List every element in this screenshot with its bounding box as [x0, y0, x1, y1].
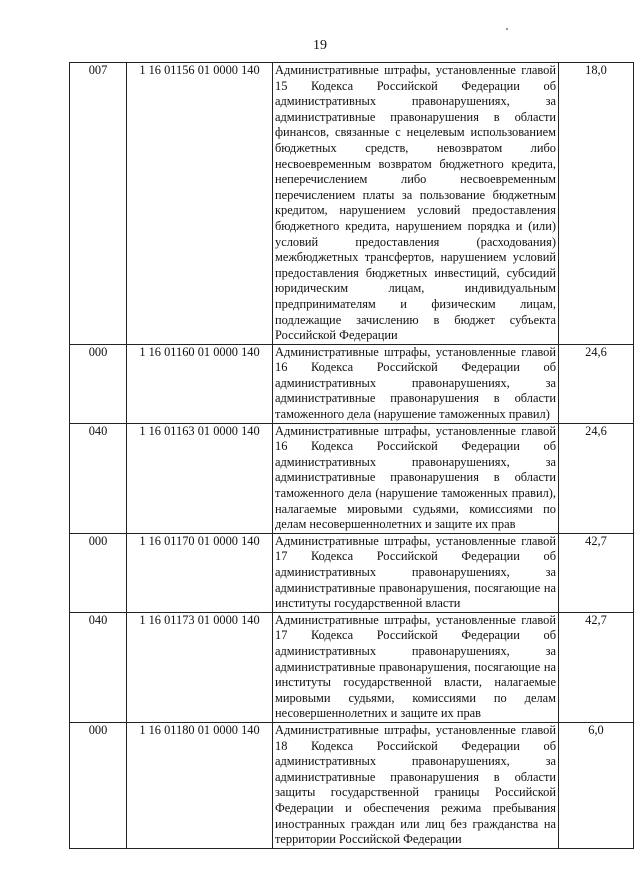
admin-code-cell: 000 — [70, 722, 127, 848]
revenue-table — [69, 62, 634, 849]
admin-code-cell: 000 — [70, 533, 127, 612]
kbk-code-cell: 1 16 01170 01 0000 140 — [127, 533, 273, 612]
table-row — [70, 533, 634, 612]
description-cell: Административные штрафы, установленные главой 18 Кодекса Российской Федерации об административных правонарушениях, за административные правонарушения в области защиты государственной границы Российской Федерации и обеспечения режима пребывания иностранных граждан или лиц без гражданства на территории Российской Федерации — [273, 722, 559, 848]
kbk-code-cell: 1 16 01156 01 0000 140 — [127, 63, 273, 345]
admin-code-cell: 007 — [70, 63, 127, 345]
table-row — [70, 344, 634, 423]
admin-code-cell: 040 — [70, 612, 127, 722]
admin-code-cell: 040 — [70, 423, 127, 533]
table-body — [70, 63, 634, 849]
description-cell: Административные штрафы, установленные главой 17 Кодекса Российской Федерации об административных правонарушениях, за административные правонарушения, посягающие на институты государственной власти — [273, 533, 559, 612]
amount-cell: 24,6 — [559, 423, 634, 533]
amount-cell: 24,6 — [559, 344, 634, 423]
amount-cell: 42,7 — [559, 533, 634, 612]
kbk-code-cell: 1 16 01180 01 0000 140 — [127, 722, 273, 848]
table-row — [70, 612, 634, 722]
table-row — [70, 423, 634, 533]
amount-cell: 42,7 — [559, 612, 634, 722]
kbk-code-cell: 1 16 01173 01 0000 140 — [127, 612, 273, 722]
table-row — [70, 63, 634, 345]
admin-code-cell: 000 — [70, 344, 127, 423]
kbk-code-cell: 1 16 01160 01 0000 140 — [127, 344, 273, 423]
page-number: 19 — [313, 38, 327, 53]
description-cell: Административные штрафы, установленные главой 15 Кодекса Российской Федерации об административных правонарушениях, за административные правонарушения в области финансов, связанные с нецелевым использованием бюджетных средств, невозвратом либо несвоевременным возвратом бюджетного кредита, неперечислением либо несвоевременным перечислением платы за пользование бюджетным кредитом, нарушением условий предоставления бюджетного кредита, нарушением порядка и (или) условий предоставления (расходования) межбюджетных трансфертов, нарушением условий предоставления бюджетных инвестиций, субсидий юридическим лицам, индивидуальным предпринимателям и физическим лицам, подлежащие зачислению в бюджет субъекта Российской Федерации — [273, 63, 559, 345]
amount-cell: 18,0 — [559, 63, 634, 345]
amount-cell: 6,0 — [559, 722, 634, 848]
description-cell: Административные штрафы, установленные главой 16 Кодекса Российской Федерации об административных правонарушениях, за административные правонарушения в области таможенного дела (нарушение таможенных правил), налагаемые мировыми судьями, комиссиями по делам несовершеннолетних и защите их прав — [273, 423, 559, 533]
scan-speck — [506, 28, 508, 30]
description-cell: Административные штрафы, установленные главой 16 Кодекса Российской Федерации об административных правонарушениях, за административные правонарушения в области таможенного дела (нарушение таможенных правил) — [273, 344, 559, 423]
description-cell: Административные штрафы, установленные главой 17 Кодекса Российской Федерации об административных правонарушениях, за административные правонарушения, посягающие на институты государственной власти, налагаемые мировыми судьями, комиссиями по делам несовершеннолетних и защите их прав — [273, 612, 559, 722]
kbk-code-cell: 1 16 01163 01 0000 140 — [127, 423, 273, 533]
table-row — [70, 722, 634, 848]
